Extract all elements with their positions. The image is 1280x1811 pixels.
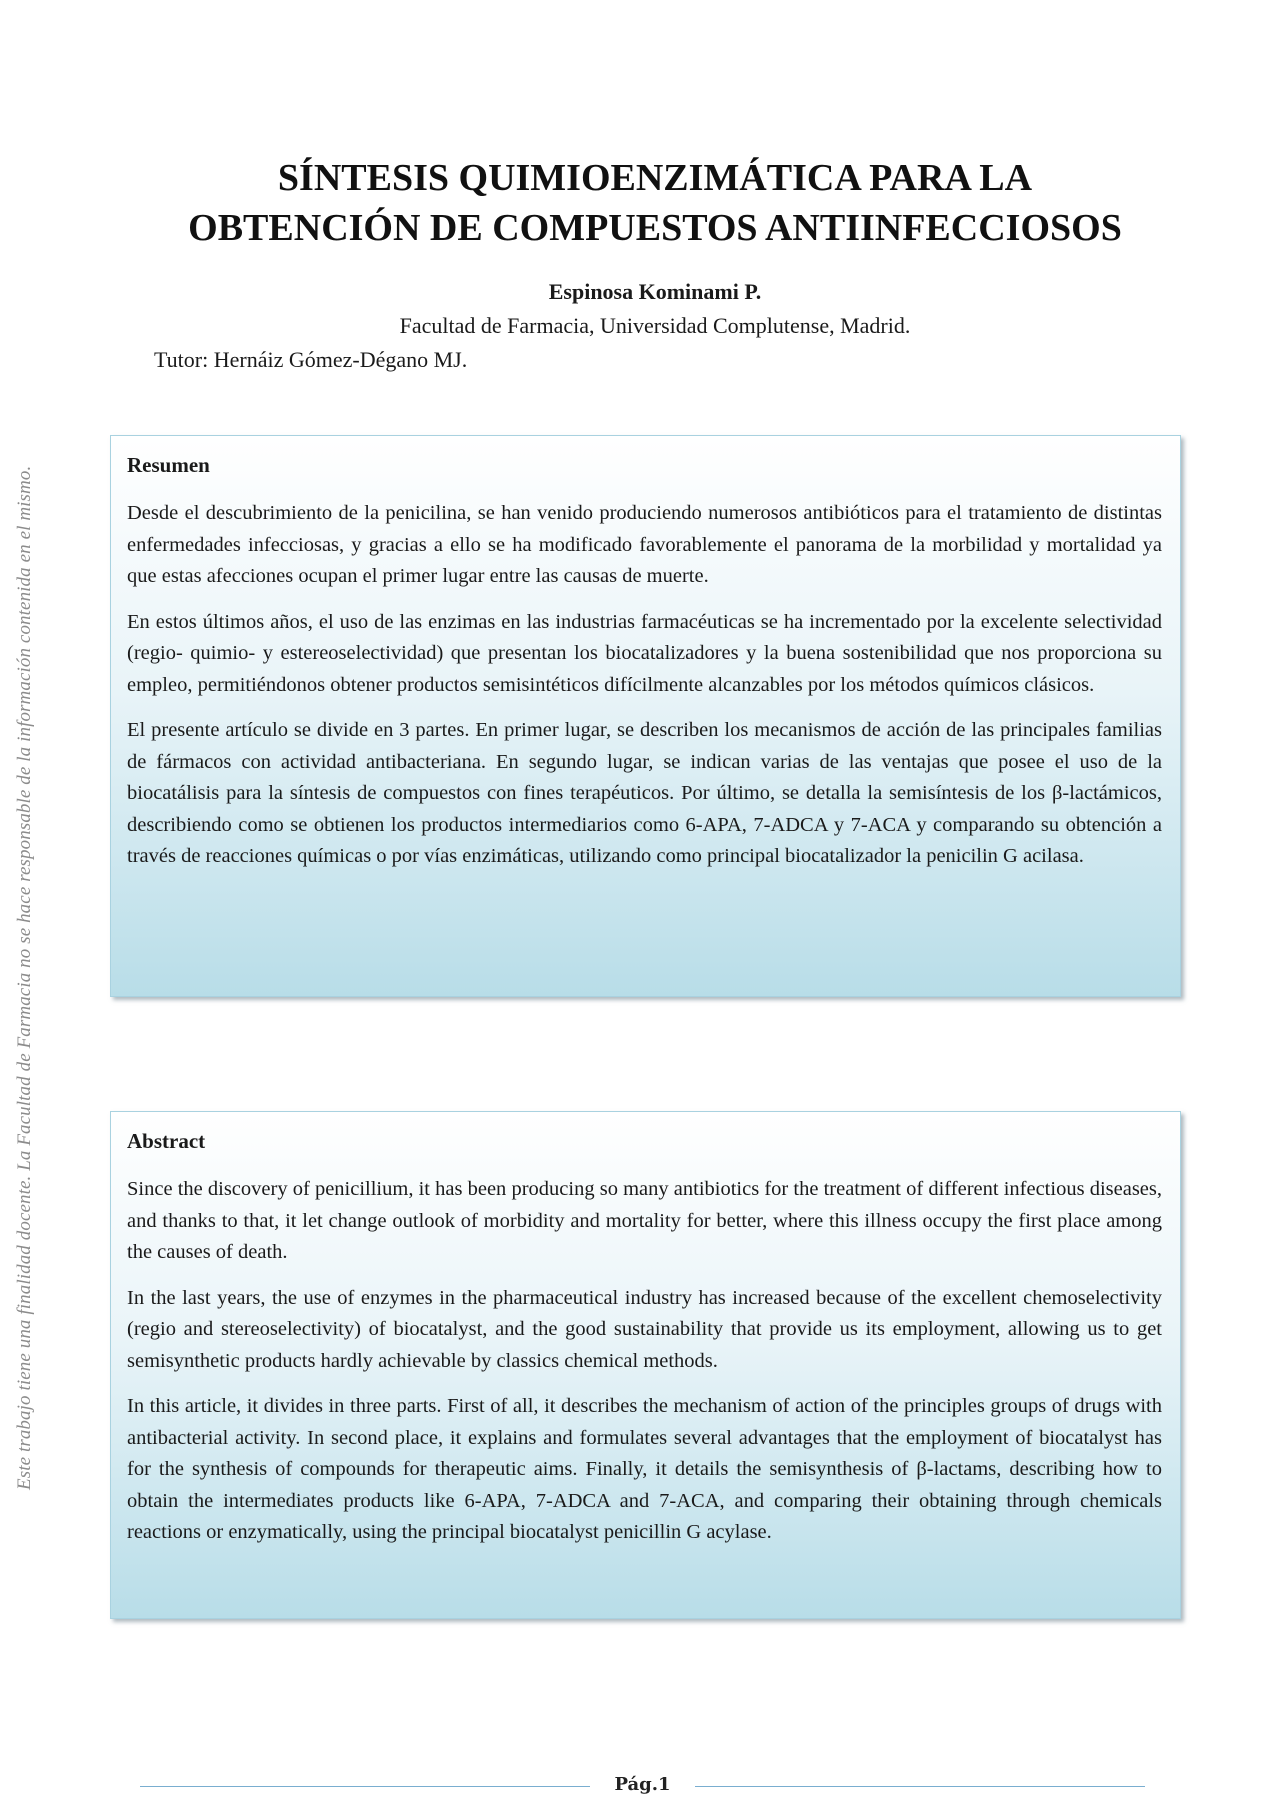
resumen-paragraph-1: Desde el descubrimiento de la penicilina, se han venido produciendo numerosos antibióticos para el tratamiento de distintas enfermedades infecciosas, y gracias a ello se ha modificado favorablemente el panorama de la morbilidad y mortalidad ya que estas afecciones ocupan el primer lugar entre las causas de muerte. xyxy=(127,502,1162,587)
tutor: Tutor: Hernáiz Gómez-Dégano MJ. xyxy=(154,347,468,372)
resumen-box xyxy=(110,435,1181,997)
title-line-1: SÍNTESIS QUIMIOENZIMÁTICA PARA LA xyxy=(277,157,1033,199)
affiliation: Facultad de Farmacia, Universidad Complutense, Madrid. xyxy=(399,313,911,338)
resumen-paragraph-2: En estos últimos años, el uso de las enzimas en las industrias farmacéuticas se ha incrementado por la excelente selectividad (regio- quimio- y estereoselectividad) que presentan los biocatalizadores y la buena sostenibilidad que nos proporciona su empleo, permitiéndonos obtener productos semisintéticos difícilmente alcanzables por los métodos químicos clásicos. xyxy=(127,610,1162,696)
title-line-2: OBTENCIÓN DE COMPUESTOS ANTIINFECCIOSOS xyxy=(188,207,1122,249)
abstract-heading: Abstract xyxy=(127,1129,206,1153)
resumen-heading: Resumen xyxy=(127,453,210,477)
footer-rule-right xyxy=(695,1786,1145,1787)
resumen-paragraph-3: El presente artículo se divide en 3 partes. En primer lugar, se describen los mecanismos de acción de las principales familias de fármacos con actividad antibacteriana. En segundo lugar, se indican varias de las ventajas que posee el uso de la biocatálisis para la síntesis de compuestos con fines terapéuticos. Por último, se detalla la semisíntesis de los β-lactámicos, describiendo como se obtienen los productos intermediarios como 6-APA, 7-ADCA y 7-ACA y comparando su obtención a través de reacciones químicas o por vías enzimáticas, utilizando como principal biocatalizador la penicilin G acilasa. xyxy=(127,719,1162,867)
author-name: Espinosa Kominami P. xyxy=(548,279,762,304)
margin-disclaimer: Este trabajo tiene una finalidad docente. La Facultad de Farmacia no se hace responsable de la información contenida en el mismo. xyxy=(14,465,35,1490)
abstract-paragraph-2: In the last years, the use of enzymes in the pharmaceutical industry has increased because of the excellent chemoselectivity (regio and stereoselectivity) of biocatalyst, and the good sustainability that provide us its employment, allowing us to get semisynthetic products hardly achievable by classics chemical methods. xyxy=(127,1286,1162,1372)
page-number: Pág.1 xyxy=(614,1774,671,1795)
abstract-paragraph-3: In this article, it divides in three parts. First of all, it describes the mechanism of action of the principles groups of drugs with antibacterial activity. In second place, it explains and formulates several advantages that the employment of biocatalyst has for the synthesis of compounds for therapeutic aims. Finally, it details the semisynthesis of β-lactams, describing how to obtain the intermediates products like 6-APA, 7-ADCA and 7-ACA, and comparing their obtaining through chemicals reactions or enzymatically, using the principal biocatalyst penicillin G acylase. xyxy=(127,1395,1162,1543)
paper-title xyxy=(100,153,1210,253)
abstract-paragraph-1: Since the discovery of penicillium, it has been producing so many antibiotics for the treatment of different infectious diseases, and thanks to that, it let change outlook of morbidity and mortality for better, where this illness occupy the first place among the causes of death. xyxy=(127,1178,1162,1263)
footer-rule-left xyxy=(140,1786,590,1787)
abstract-box xyxy=(110,1111,1181,1619)
